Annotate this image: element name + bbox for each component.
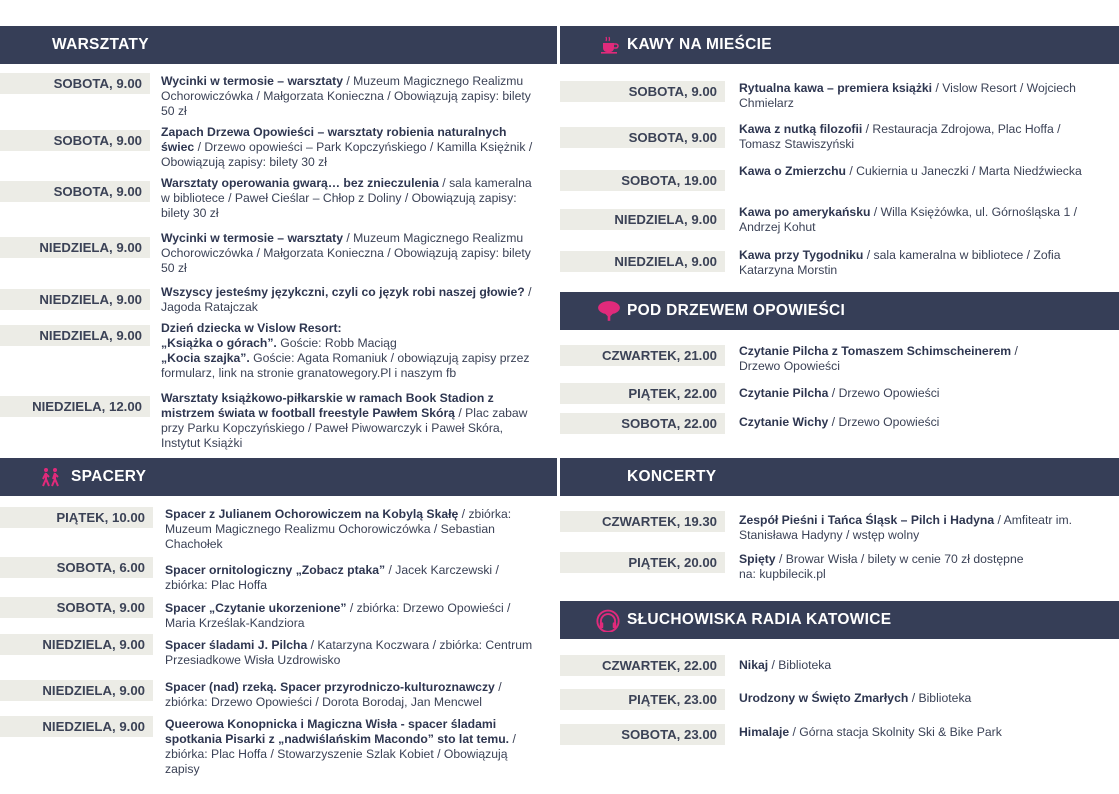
event-title: Rytualna kawa – premiera książki xyxy=(739,81,933,95)
event-title: Queerowa Konopnicka i Magiczna Wisła - spacer śladami spotkania Pisarki z „nadwiślańskim Macondo” sto lat temu. xyxy=(165,717,510,746)
event-text xyxy=(739,513,1099,543)
headphones-icon xyxy=(595,608,621,632)
event-text xyxy=(161,391,541,451)
event-details: / Muzeum Magicznego Realizmu Ochorowiczówka / Małgorzata Konieczna / Obowiązują zapisy: bilety 50 zł xyxy=(161,231,531,275)
event-date: CZWARTEK, 19.30 xyxy=(560,511,725,532)
event-text xyxy=(161,285,541,315)
event-date: CZWARTEK, 21.00 xyxy=(560,345,725,366)
event-title: Spacer z Julianem Ochorowiczem na Kobylą Skałę xyxy=(165,507,459,521)
tree-icon xyxy=(597,300,621,322)
event-details: / Restauracja Zdrojowa, Plac Hoffa / Tomasz Stawiszyński xyxy=(739,122,1061,151)
event-title: Wycinki w termosie – warsztaty xyxy=(161,231,343,245)
event-details: / Drzewo opowieści – Park Kopczyńskiego / Kamilla Księżnik / Obowiązują zapisy: bilety 30 zł xyxy=(161,140,533,169)
walking-people-icon xyxy=(40,467,62,487)
event-details: / Drzewo Opowieści xyxy=(828,386,940,400)
event-date: SOBOTA, 9.00 xyxy=(0,597,153,618)
event-title: Wszyscy jesteśmy językczni, czyli co język robi naszej głowie? xyxy=(161,285,525,299)
event-details: / sala kameralna w bibliotece / Zofia Katarzyna Morstin xyxy=(739,248,1061,277)
event-details: / Browar Wisła / bilety w cenie 70 zł dostępne na: kupbilecik.pl xyxy=(739,552,1024,581)
section-title: POD DRZEWEM OPOWIEŚCI xyxy=(627,302,846,319)
event-date: NIEDZIELA, 9.00 xyxy=(560,209,725,230)
event-title: Spacer (nad) rzeką. Spacer przyrodniczo-kulturoznawczy xyxy=(165,680,495,694)
event-title: Zespół Pieśni i Tańca Śląsk – Pilch i Hadyna xyxy=(739,513,995,527)
event-details: / Plac zabaw przy Parku Kopczyńskiego / Paweł Piwowarczyk i Paweł Skóra, Instytut Książki xyxy=(161,406,528,450)
event-date: SOBOTA, 9.00 xyxy=(0,73,150,94)
event-title: Kawa o Zmierzchu xyxy=(739,164,847,178)
event-details: / Biblioteka xyxy=(768,658,832,672)
event-title: Czytanie Wichy xyxy=(739,415,829,429)
section-header-sluchowiska xyxy=(560,601,1119,639)
event-text xyxy=(739,691,1099,706)
event-text xyxy=(739,344,1059,374)
section-header-spacery xyxy=(0,458,557,496)
event-title: Spięty xyxy=(739,552,776,566)
event-title: Wycinki w termosie – warsztaty xyxy=(161,74,343,88)
event-details: / Jacek Karczewski / zbiórka: Plac Hoffa xyxy=(165,563,499,592)
event-title: Kawa przy Tygodniku xyxy=(739,248,864,262)
event-details: / Willa Księżówka, ul. Górnośląska 1 / Andrzej Kohut xyxy=(739,205,1078,234)
event-text xyxy=(739,658,1099,673)
event-date: PIĄTEK, 23.00 xyxy=(560,689,725,710)
event-details: / zbiórka: Muzeum Magicznego Realizmu Ochorowiczówka / Sebastian Chachołek xyxy=(165,507,512,551)
section-title: SPACERY xyxy=(71,468,147,485)
event-date: PIĄTEK, 22.00 xyxy=(560,383,725,404)
event-text xyxy=(739,164,1099,179)
event-date: NIEDZIELA, 9.00 xyxy=(0,325,150,346)
event-text xyxy=(165,680,540,710)
event-title: Warsztaty książkowo-piłkarskie w ramach Book Stadion z mistrzem świata w football freestyle Pawłem Skórą xyxy=(161,391,494,420)
event-date: NIEDZIELA, 9.00 xyxy=(560,251,725,272)
event-title: Nikaj xyxy=(739,658,769,672)
event-text xyxy=(739,415,1099,430)
event-details: / Katarzyna Koczwara / zbiórka: Centrum Przesiadkowe Wisła Uzdrowisko xyxy=(165,638,533,667)
event-text xyxy=(165,563,540,593)
event-details: / sala kameralna w bibliotece / Paweł Cieślar – Chłop z Doliny / Obowiązują zapisy: bilety 30 zł xyxy=(161,176,532,220)
event-text xyxy=(161,125,541,170)
event-date: SOBOTA, 9.00 xyxy=(0,181,150,202)
event-date: CZWARTEK, 22.00 xyxy=(560,655,725,676)
event-date: NIEDZIELA, 12.00 xyxy=(0,396,150,417)
event-text xyxy=(165,717,540,777)
event-date: NIEDZIELA, 9.00 xyxy=(0,634,153,655)
event-details: / Muzeum Magicznego Realizmu Ochorowiczówka / Małgorzata Konieczna / Obowiązują zapisy: bilety 50 zł xyxy=(161,74,531,118)
event-details: / Biblioteka xyxy=(908,691,972,705)
event-details: Goście: Robb Maciąg xyxy=(276,336,397,350)
event-text xyxy=(161,74,541,119)
section-header-koncerty xyxy=(560,458,1119,496)
event-title: Warsztaty operowania gwarą… bez znieczulenia xyxy=(161,176,439,190)
event-text xyxy=(165,638,540,668)
event-text xyxy=(739,552,1039,582)
event-title: Kawa z nutką filozofii xyxy=(739,122,863,136)
event-details: / zbiórka: Plac Hoffa / Stowarzyszenie Szlak Kobiet / Obowiązują zapisy xyxy=(165,732,516,776)
event-text xyxy=(161,176,541,221)
event-details: Goście: Agata Romaniuk / obowiązują zapisy przez formularz, link na stronie granatowegory.Pl i naszym fb xyxy=(161,351,530,380)
event-title: Zapach Drzewa Opowieści – warsztaty robienia naturalnych świec xyxy=(161,125,507,154)
event-details: / Drzewo Opowieści xyxy=(828,415,940,429)
event-details: / Vislow Resort / Wojciech Chmielarz xyxy=(739,81,1076,110)
event-date: SOBOTA, 9.00 xyxy=(560,81,725,102)
section-title: SŁUCHOWISKA RADIA KATOWICE xyxy=(627,611,892,628)
event-details: / Jagoda Ratajczak xyxy=(161,285,532,314)
coffee-cup-icon xyxy=(599,35,621,55)
event-details: / Amfiteatr im. Stanisława Hadyny / wstęp wolny xyxy=(739,513,1073,542)
section-header-pod-drzewem xyxy=(560,292,1119,330)
event-title: Spacer ornitologiczny „Zobacz ptaka” xyxy=(165,563,386,577)
event-subtitle: „Kocia szajka”. xyxy=(161,351,250,365)
event-details: / Cukiernia u Janeczki / Marta Niedźwiecka xyxy=(846,164,1082,178)
event-text xyxy=(739,122,1099,152)
event-text xyxy=(739,248,1099,278)
event-text xyxy=(739,205,1099,235)
event-date: NIEDZIELA, 9.00 xyxy=(0,716,153,737)
event-date: NIEDZIELA, 9.00 xyxy=(0,289,150,310)
event-title: Urodzony w Święto Zmarłych xyxy=(739,691,909,705)
event-text xyxy=(161,231,541,276)
event-details: / Drzewo Opowieści xyxy=(739,344,1018,373)
event-title: Czytanie Pilcha xyxy=(739,386,829,400)
event-details: / zbiórka: Drzewo Opowieści / Maria Krześlak-Kandziora xyxy=(165,601,511,630)
event-title: Kawa po amerykańsku xyxy=(739,205,871,219)
event-date: SOBOTA, 9.00 xyxy=(560,127,725,148)
section-title: KAWY NA MIEŚCIE xyxy=(627,36,772,53)
event-title: Dzień dziecka w Vislow Resort: xyxy=(161,321,342,335)
event-title: Spacer „Czytanie ukorzenione” xyxy=(165,601,347,615)
event-text xyxy=(165,507,540,552)
event-date: SOBOTA, 9.00 xyxy=(0,130,150,151)
event-details: / zbiórka: Drzewo Opowieści / Dorota Borodaj, Jan Mencwel xyxy=(165,680,502,709)
event-date: SOBOTA, 22.00 xyxy=(560,413,725,434)
event-title: Spacer śladami J. Pilcha xyxy=(165,638,308,652)
event-text xyxy=(739,386,1099,401)
event-date: SOBOTA, 23.00 xyxy=(560,724,725,745)
event-date: NIEDZIELA, 9.00 xyxy=(0,680,153,701)
event-text xyxy=(161,321,541,381)
section-title: KONCERTY xyxy=(627,468,717,485)
event-details: / Górna stacja Skolnity Ski & Bike Park xyxy=(789,725,1002,739)
event-text xyxy=(739,81,1099,111)
event-text xyxy=(739,725,1099,740)
section-header-warsztaty xyxy=(0,26,557,64)
event-date: SOBOTA, 19.00 xyxy=(560,170,725,191)
event-date: PIĄTEK, 20.00 xyxy=(560,552,725,573)
event-date: NIEDZIELA, 9.00 xyxy=(0,237,150,258)
event-title: Himalaje xyxy=(739,725,790,739)
event-date: SOBOTA, 6.00 xyxy=(0,557,153,578)
section-title: WARSZTATY xyxy=(52,36,149,53)
event-text xyxy=(165,601,540,631)
event-title: Czytanie Pilcha z Tomaszem Schimscheinerem xyxy=(739,344,1012,358)
section-header-kawy xyxy=(560,26,1119,64)
event-subtitle: „Książka o górach”. xyxy=(161,336,277,350)
event-date: PIĄTEK, 10.00 xyxy=(0,507,153,528)
